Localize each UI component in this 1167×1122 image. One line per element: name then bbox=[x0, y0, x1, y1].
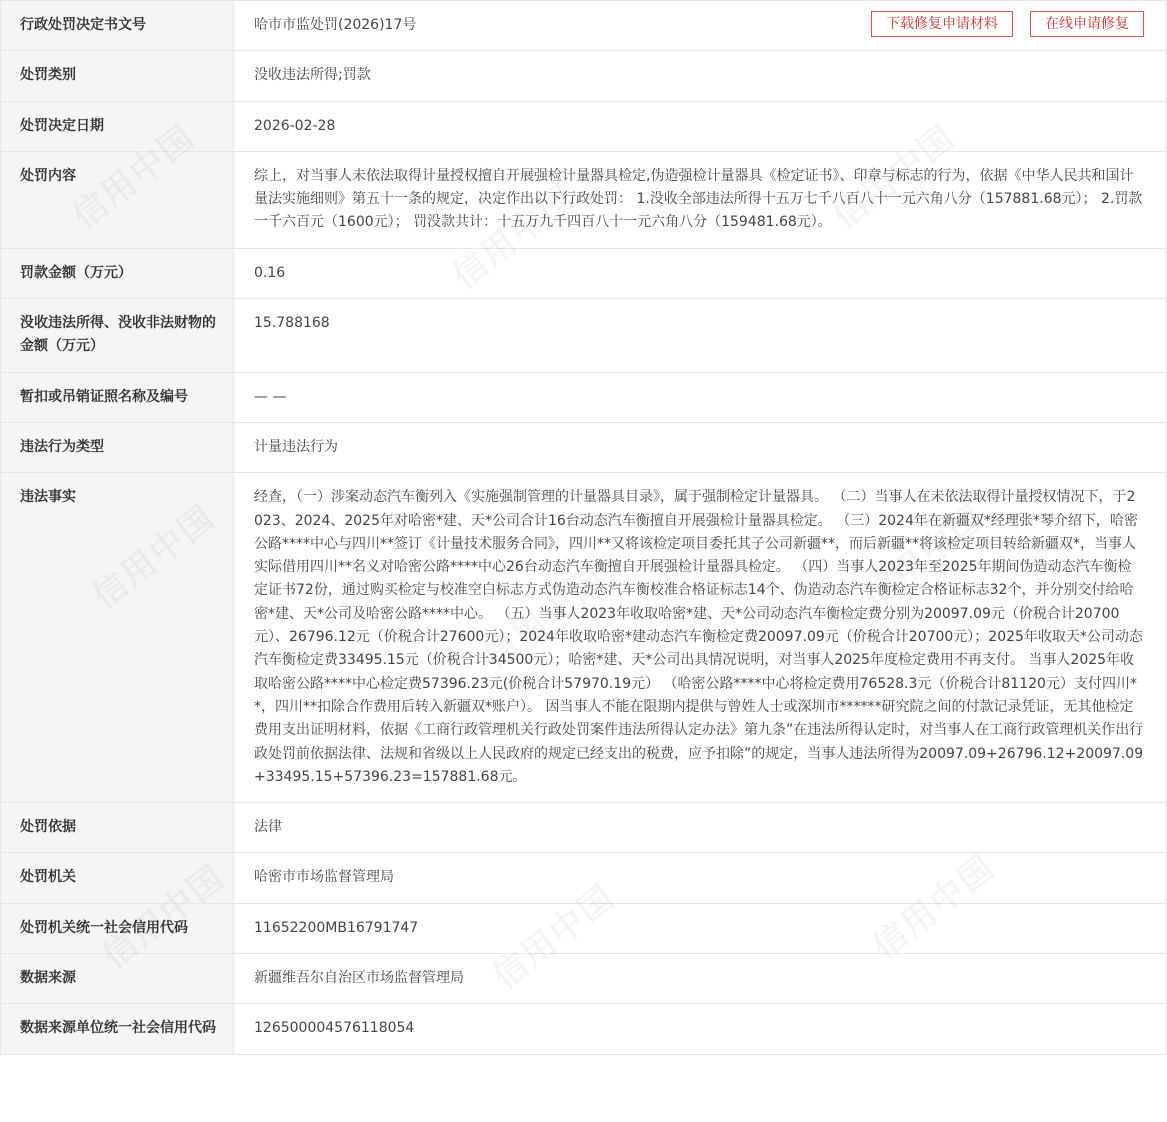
row-penalty-category bbox=[1, 51, 1167, 101]
row-label: 暂扣或吊销证照名称及编号 bbox=[1, 372, 234, 422]
row-penalty-content bbox=[1, 151, 1167, 248]
row-violation-type bbox=[1, 422, 1167, 472]
row-value: 126500004576118054 bbox=[234, 1004, 1167, 1054]
repair-actions bbox=[871, 11, 1144, 37]
row-value-cell bbox=[234, 1, 1167, 51]
row-label: 处罚机关 bbox=[1, 853, 234, 903]
row-license-suspension bbox=[1, 372, 1167, 422]
row-value: 法律 bbox=[234, 803, 1167, 853]
decision-number-value: 哈市市监处罚(2026)17号 bbox=[254, 17, 417, 33]
row-value: 11652200MB16791747 bbox=[234, 903, 1167, 953]
download-repair-materials-button[interactable]: 下载修复申请材料 bbox=[871, 11, 1013, 37]
row-label: 罚款金额（万元） bbox=[1, 248, 234, 298]
row-violation-facts bbox=[1, 473, 1167, 803]
online-repair-application-button[interactable]: 在线申请修复 bbox=[1030, 11, 1144, 37]
row-label: 处罚内容 bbox=[1, 151, 234, 248]
row-authority-credit-code bbox=[1, 903, 1167, 953]
row-value: 没收违法所得;罚款 bbox=[234, 51, 1167, 101]
row-fine-amount bbox=[1, 248, 1167, 298]
row-label: 违法事实 bbox=[1, 473, 234, 803]
row-value: 15.788168 bbox=[234, 299, 1167, 373]
row-penalty-authority bbox=[1, 853, 1167, 903]
row-value: 新疆维吾尔自治区市场监督管理局 bbox=[234, 954, 1167, 1004]
row-confiscation-amount bbox=[1, 299, 1167, 373]
row-label: 处罚机关统一社会信用代码 bbox=[1, 903, 234, 953]
row-value: 经查，（一）涉案动态汽车衡列入《实施强制管理的计量器具目录》，属于强制检定计量器具。 （二）当事人在未依法取得计量授权情况下，于2023、2024、2025年对哈密*建、天*公司合计16台动态汽车衡擅自开展强检计量器具检定。 （三）2024年在新疆双*经理张*琴介绍下，哈密公路****中心与四川**签订《计量技术服务合同》，四川**又将该检定项目委托其子公司新疆**，而后新疆**将该检定项目转给新疆双*，当事人实际借用四川**名义对哈密公路****中心26台动态汽车衡擅自开展强检计量器具检定。 （四）当事人2023年至2025年期间伪造动态汽车衡检定证书72份，通过购买检定与校准空白标志方式伪造动态汽车衡校准合格证标志14个、伪造动态汽车衡检定合格证标志32个，并分别交付给哈密*建、天*公司及哈密公路****中心。 （五）当事人2023年收取哈密*建、天*公司动态汽车衡检定费分别为20097.09元（价税合计20700元）、26796.12元（价税合计27600元）；2024年收取哈密*建动态汽车衡检定费20097.09元（价税合计20700元）；2025年收取天*公司动态汽车衡检定费33495.15元（价税合计34500元）；哈密*建、天*公司出具情况说明，对当事人2025年度检定费用不再支付。 当事人2025年收取哈密公路****中心检定费57396.23元(价税合计57970.19元） （哈密公路****中心将检定费用76528.3元（价税合计81120元）支付四川**，四川**扣除合作费用后转入新疆双*账户）。 因当事人不能在限期内提供与曾姓人士或深圳市******研究院之间的付款记录凭证，无其他检定费用支出证明材料，依据《工商行政管理机关行政处罚案件违法所得认定办法》第九条”在违法所得认定时，对当事人在工商行政管理机关作出行政处罚前依据法律、法规和省级以上人民政府的规定已经支出的税费，应予扣除”的规定，当事人违法所得为20097.09+26796.12+20097.09+33495.15+57396.23=157881.68元。 bbox=[234, 473, 1167, 803]
row-label: 处罚类别 bbox=[1, 51, 234, 101]
row-label: 数据来源单位统一社会信用代码 bbox=[1, 1004, 234, 1054]
row-data-source bbox=[1, 954, 1167, 1004]
row-source-credit-code bbox=[1, 1004, 1167, 1054]
row-value: 计量违法行为 bbox=[234, 422, 1167, 472]
row-label: 没收违法所得、没收非法财物的金额（万元） bbox=[1, 299, 234, 373]
row-value: 2026-02-28 bbox=[234, 101, 1167, 151]
row-label: 违法行为类型 bbox=[1, 422, 234, 472]
row-label: 处罚决定日期 bbox=[1, 101, 234, 151]
row-decision-number bbox=[1, 1, 1167, 51]
row-value: 综上，对当事人未依法取得计量授权擅自开展强检计量器具检定,伪造强检计量器具《检定证书》、印章与标志的行为，依据《中华人民共和国计量法实施细则》第五十一条的规定，决定作出以下行政处罚： 1.没收全部违法所得十五万七千八百八十一元六角八分（157881.68元）； 2.罚款一千六百元（1600元）； 罚没款共计：十五万九千四百八十一元六角八分（159481.68元）。 bbox=[234, 151, 1167, 248]
row-label: 数据来源 bbox=[1, 954, 234, 1004]
row-value: 0.16 bbox=[234, 248, 1167, 298]
row-label: 处罚依据 bbox=[1, 803, 234, 853]
row-decision-date bbox=[1, 101, 1167, 151]
row-penalty-basis bbox=[1, 803, 1167, 853]
row-value: — — bbox=[234, 372, 1167, 422]
row-value: 哈密市市场监督管理局 bbox=[234, 853, 1167, 903]
row-label: 行政处罚决定书文号 bbox=[1, 1, 234, 51]
